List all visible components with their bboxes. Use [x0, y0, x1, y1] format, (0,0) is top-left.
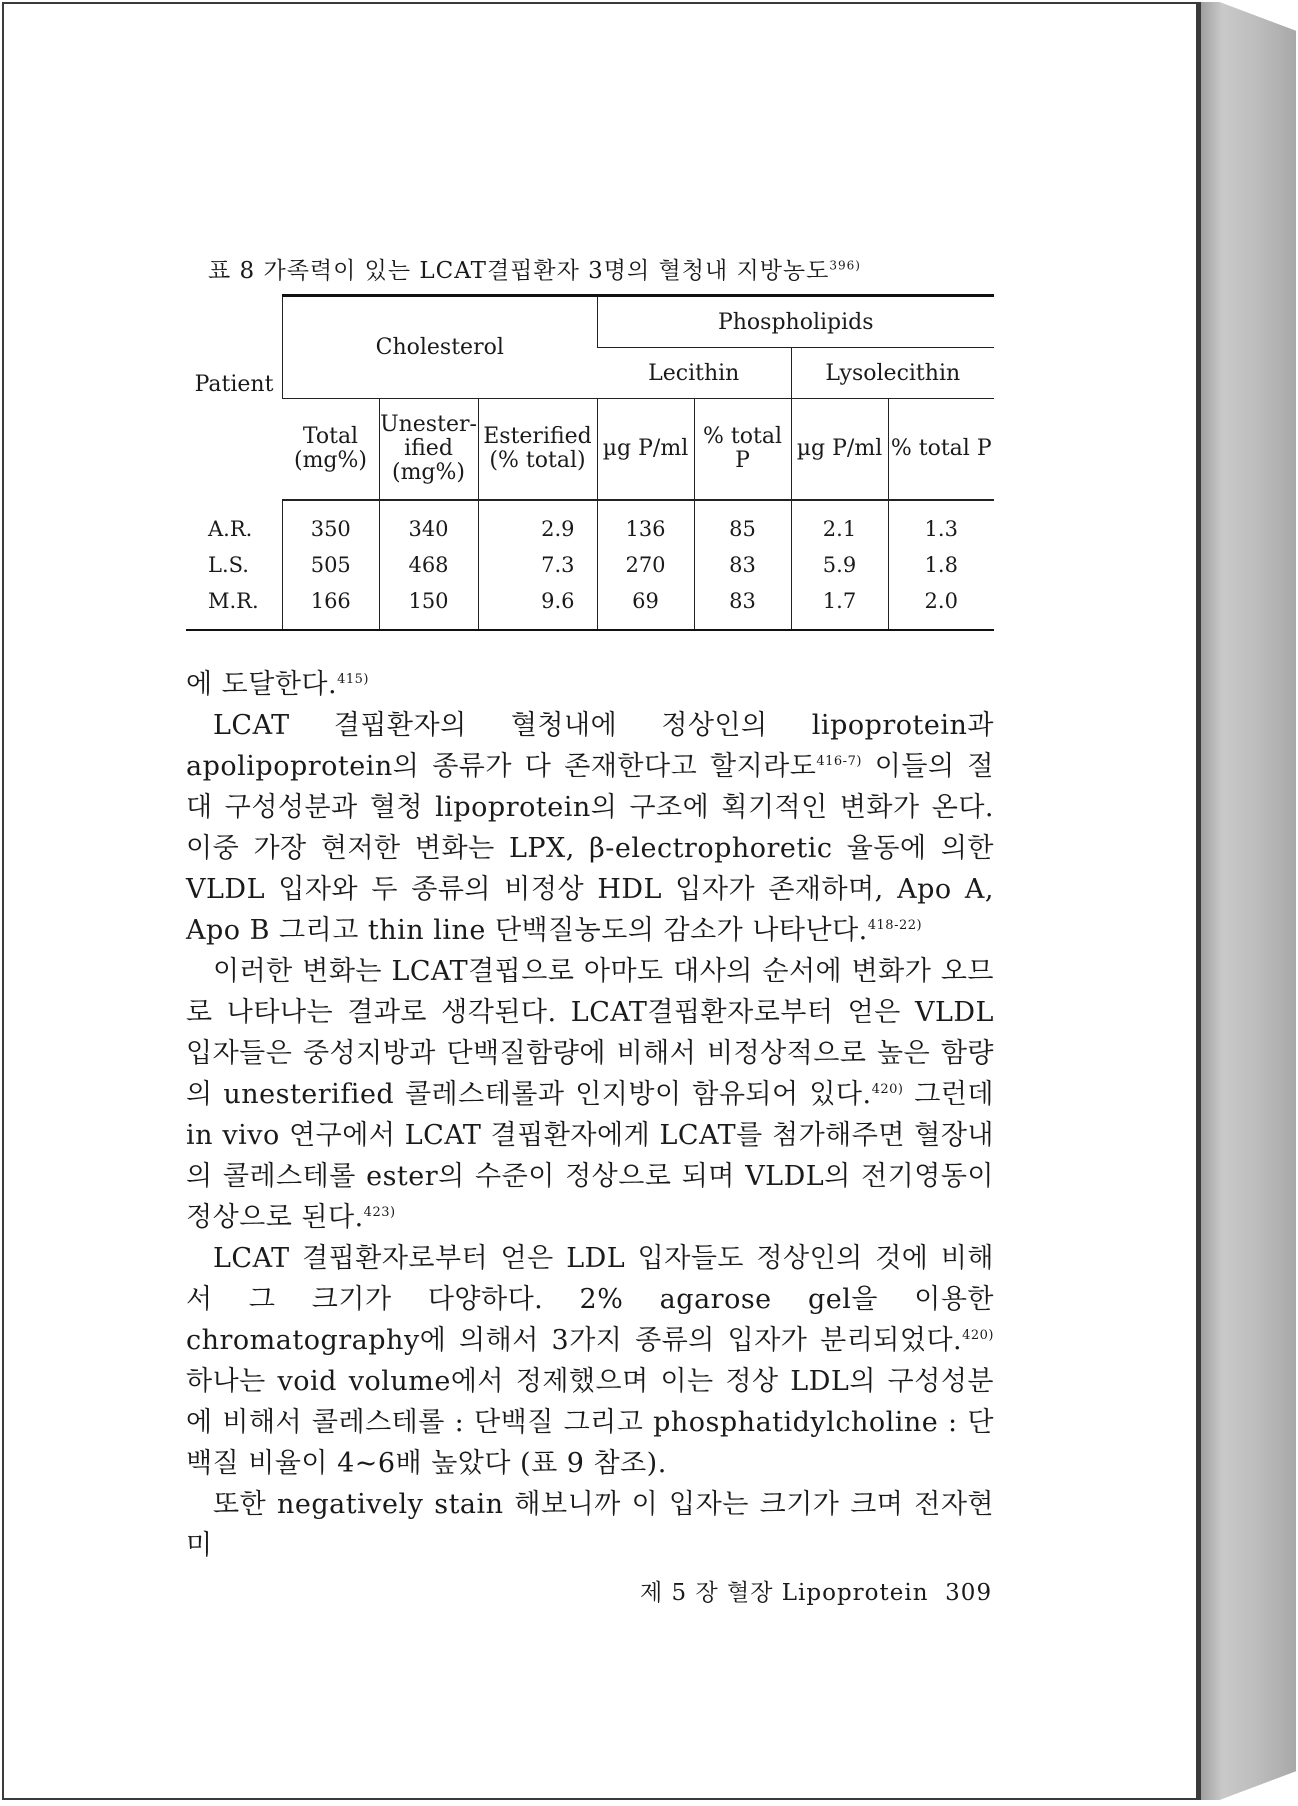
unesterified-cell: 340 — [379, 500, 478, 547]
citation-ref: 420) — [871, 1082, 904, 1097]
col-lecithin-ug-header: µg P/ml — [597, 399, 694, 501]
page-number: 309 — [945, 1580, 993, 1606]
total-cell: 350 — [283, 500, 380, 547]
unesterified-cell: 468 — [379, 547, 478, 583]
lecithin-ug-cell: 69 — [597, 583, 694, 630]
total-cell: 166 — [283, 583, 380, 630]
lysolecithin-ug-cell: 1.7 — [791, 583, 888, 630]
cholesterol-header: Cholesterol — [283, 296, 598, 399]
table-caption-label: 표 8 가족력이 있는 LCAT결핍환자 3명의 혈청내 지방농도 — [208, 258, 830, 284]
col-lysolecithin-pct-header: % total P — [888, 399, 994, 501]
esterified-cell: 7.3 — [478, 547, 597, 583]
paragraph-4-text-b: 하나는 void volume에서 정제했으며 이는 정상 LDL의 구성성분에 비해서 콜레스테롤 : 단백질 그리고 phosphatidylcholine : 단백질 비율이 4~6배 높았다 (표 9 참조). — [186, 1366, 994, 1479]
paragraph-3-text-b: 그런데 in vivo 연구에서 LCAT 결핍환자에게 LCAT를 첨가해주면 혈장내의 콜레스테롤 ester의 수준이 정상으로 되며 VLDL의 전기영동이 정상으로 된다. — [186, 1079, 994, 1233]
paragraph-4 — [186, 1238, 994, 1484]
col-lysolecithin-ug-header: µg P/ml — [791, 399, 888, 501]
esterified-cell: 9.6 — [478, 583, 597, 630]
paragraph-1-text: 에 도달한다. — [186, 669, 338, 700]
col-lecithin-pct-header: % total P — [694, 399, 791, 501]
paragraph-3-text-a: 이러한 변화는 LCAT결핍으로 아마도 대사의 순서에 변화가 오므로 나타나는 결과로 생각된다. LCAT결핍환자로부터 얻은 VLDL 입자들은 중성지방과 단백질함량에 비해서 비정상적으로 높은 함량의 unesterified 콜레스테롤과 인지방이 함유되어 있다. — [186, 956, 994, 1110]
patient-cell: A.R. — [208, 516, 253, 541]
col-unesterified-header: Unester-ified (mg%) — [379, 399, 478, 501]
running-head: 제 5 장 혈장 Lipoprotein — [640, 1580, 929, 1606]
citation-ref: 415) — [337, 672, 369, 687]
paragraph-1 — [186, 664, 994, 705]
citation-ref: 423) — [363, 1205, 396, 1220]
phospholipids-header: Phospholipids — [597, 296, 994, 348]
lecithin-pct-cell: 83 — [694, 547, 791, 583]
patient-cell: L.S. — [208, 553, 249, 577]
citation-ref: 418-22) — [867, 918, 923, 933]
total-cell: 505 — [283, 547, 380, 583]
paragraph-5-text: 또한 negatively stain 해보니까 이 입자는 크기가 크며 전자현미 — [186, 1489, 994, 1561]
lecithin-ug-cell: 136 — [597, 500, 694, 547]
col-esterified-header: Esterified (% total) — [478, 399, 597, 501]
table-row — [186, 583, 994, 630]
lysolecithin-header: Lysolecithin — [791, 348, 994, 399]
page-footer — [640, 1574, 992, 1607]
lysolecithin-pct-cell: 1.3 — [888, 500, 994, 547]
table-caption — [208, 252, 861, 285]
lipid-table — [186, 294, 994, 631]
paragraph-2-text-b: 이들의 절대 구성성분과 혈청 lipoprotein의 구조에 획기적인 변화가 온다. 이중 가장 현저한 변화는 LPX, β-electrophoretic 율동에 의한 VLDL 입자와 두 종류의 비정상 HDL 입자가 존재하며, Apo A, Apo B 그리고 thin line 단백질농도의 감소가 나타난다. — [186, 751, 994, 946]
citation-ref: 416-7) — [816, 754, 862, 769]
table-caption-ref: 396) — [829, 258, 861, 273]
paragraph-4-text-a: LCAT 결핍환자로부터 얻은 LDL 입자들도 정상인의 것에 비해서 그 크기가 다양하다. 2% agarose gel을 이용한 chromatography에 의해서 3가지 종류의 입자가 분리되었다. — [186, 1243, 994, 1356]
lysolecithin-pct-cell: 1.8 — [888, 547, 994, 583]
citation-ref: 420) — [962, 1328, 994, 1343]
paragraph-5 — [186, 1484, 994, 1566]
lysolecithin-ug-cell: 2.1 — [791, 500, 888, 547]
table-row — [186, 500, 994, 547]
col-total-header: Total (mg%) — [283, 399, 380, 501]
paragraph-3 — [186, 951, 994, 1238]
lecithin-pct-cell: 85 — [694, 500, 791, 547]
paragraph-2-text-a: LCAT 결핍환자의 혈청내에 정상인의 lipoprotein과 apolipoprotein의 종류가 다 존재한다고 할지라도 — [186, 710, 994, 782]
patient-header: Patient — [194, 372, 274, 398]
page-edge-line — [1198, 2, 1201, 1800]
esterified-cell: 2.9 — [478, 500, 597, 547]
body-text — [186, 664, 994, 1566]
patient-cell: M.R. — [186, 583, 283, 630]
table-row — [186, 547, 994, 583]
lecithin-pct-cell: 83 — [694, 583, 791, 630]
lysolecithin-pct-cell: 2.0 — [888, 583, 994, 630]
paragraph-2 — [186, 705, 994, 951]
unesterified-cell: 150 — [379, 583, 478, 630]
page-stack-edge — [1198, 2, 1296, 1800]
lecithin-header: Lecithin — [597, 348, 791, 399]
lecithin-ug-cell: 270 — [597, 547, 694, 583]
lysolecithin-ug-cell: 5.9 — [791, 547, 888, 583]
